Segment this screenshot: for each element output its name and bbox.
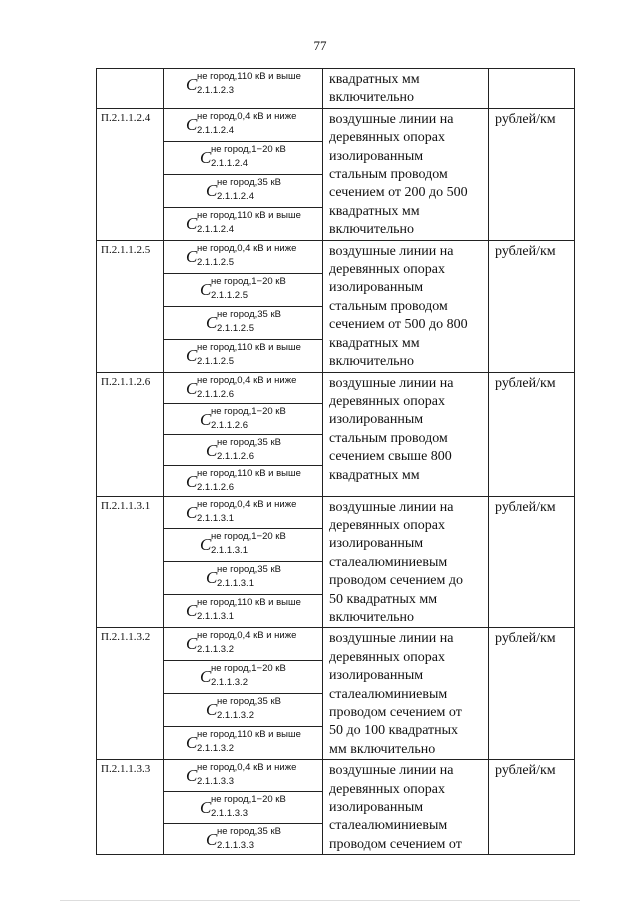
- formula-superscript: не город,35 кВ: [217, 564, 281, 576]
- formula-symbol: C: [206, 568, 218, 588]
- formula-cell: [164, 141, 323, 174]
- item-code: П.2.1.1.2.5: [97, 240, 164, 372]
- formula-cell: [164, 562, 323, 595]
- formula-symbol: C: [206, 180, 218, 200]
- formula-superscript: не город,0,4 кВ и ниже: [197, 762, 297, 774]
- formula-subscript: 2.1.1.2.6: [211, 419, 248, 431]
- description-line: стальным проводом: [329, 430, 448, 446]
- formula-subscript: 2.1.1.3.1: [197, 611, 234, 623]
- table-row: [97, 372, 575, 403]
- formula-symbol: C: [200, 409, 212, 429]
- description-cell: [323, 496, 489, 628]
- page-number: 77: [313, 38, 327, 53]
- description-line: сталеалюминиевым: [329, 554, 448, 570]
- formula-subscript: 2.1.1.2.3: [197, 85, 234, 96]
- table-row: [97, 108, 575, 141]
- cost-formula: [164, 307, 322, 337]
- unit-cell: [489, 69, 575, 109]
- description-line: стальным проводом: [329, 167, 448, 183]
- formula-cell: [164, 108, 323, 141]
- table-row: [97, 69, 575, 109]
- formula-subscript: 2.1.1.3.2: [211, 677, 248, 689]
- formula-symbol: C: [186, 634, 198, 654]
- formula-superscript: не город,0,4 кВ и ниже: [197, 498, 297, 510]
- description-cell: [323, 240, 489, 372]
- formula-cell: [164, 372, 323, 403]
- formula-superscript: не город,0,4 кВ и ниже: [197, 242, 297, 254]
- formula-symbol: C: [186, 471, 198, 491]
- formula-symbol: C: [206, 829, 218, 849]
- cost-formula: [164, 340, 322, 370]
- formula-symbol: C: [186, 378, 198, 398]
- description-line: проводом сечением от: [329, 704, 462, 720]
- formula-symbol: C: [186, 246, 198, 266]
- formula-cell: [164, 496, 323, 529]
- description-line: 50 квадратных мм: [329, 591, 438, 607]
- formula-superscript: не город,35 кВ: [217, 308, 281, 320]
- description-line: сечением от 500 до 800: [329, 317, 468, 333]
- unit-cell: рублей/км: [489, 108, 575, 240]
- formula-cell: [164, 465, 323, 496]
- description-line: деревянных опорах: [329, 262, 446, 278]
- formula-subscript: 2.1.1.3.2: [197, 644, 234, 656]
- formula-superscript: не город,0,4 кВ и ниже: [197, 630, 297, 642]
- formula-symbol: C: [186, 766, 198, 786]
- description-cell: [323, 108, 489, 240]
- description-cell: [323, 69, 489, 109]
- description-line: изолированным: [329, 668, 424, 684]
- cost-formula: [164, 69, 322, 99]
- formula-symbol: C: [200, 279, 212, 299]
- description-cell: [323, 628, 489, 760]
- formula-superscript: не город,110 кВ и выше: [197, 729, 301, 741]
- formula-cell: [164, 207, 323, 240]
- unit-cell: рублей/км: [489, 628, 575, 760]
- scan-bottom-edge: [60, 900, 580, 901]
- formula-superscript: не город,1−20 кВ: [211, 663, 286, 675]
- tariff-table-body: [97, 69, 575, 855]
- cost-formula: [164, 727, 322, 757]
- formula-superscript: не город,1−20 кВ: [211, 793, 286, 805]
- cost-formula: [164, 373, 322, 403]
- cost-formula: [164, 109, 322, 139]
- unit-cell: рублей/км: [489, 496, 575, 628]
- formula-cell: [164, 403, 323, 434]
- formula-symbol: C: [186, 733, 198, 753]
- formula-subscript: 2.1.1.3.2: [197, 743, 234, 755]
- formula-symbol: C: [186, 114, 198, 134]
- cost-formula: [164, 435, 322, 465]
- formula-cell: [164, 529, 323, 562]
- description-line: деревянных опорах: [329, 649, 446, 665]
- item-code: П.2.1.1.2.6: [97, 372, 164, 496]
- formula-symbol: C: [200, 147, 212, 167]
- formula-symbol: C: [186, 502, 198, 522]
- cost-formula: [164, 241, 322, 271]
- item-code: П.2.1.1.3.1: [97, 496, 164, 628]
- formula-superscript: не город,35 кВ: [217, 176, 281, 188]
- description-line: сечением свыше 800: [329, 449, 452, 465]
- formula-superscript: не город,110 кВ и выше: [197, 467, 301, 479]
- description-line: включительно: [329, 90, 415, 106]
- description-line: воздушные линии на: [329, 111, 454, 127]
- cost-formula: [164, 208, 322, 238]
- formula-cell: [164, 791, 323, 823]
- description-line: квадратных мм: [329, 335, 420, 351]
- formula-cell: [164, 434, 323, 465]
- description-line: изолированным: [329, 280, 424, 296]
- cost-formula: [164, 628, 322, 658]
- cost-formula: [164, 661, 322, 691]
- formula-superscript: не город,35 кВ: [217, 696, 281, 708]
- cost-formula: [164, 824, 322, 854]
- formula-subscript: 2.1.1.3.2: [217, 710, 254, 722]
- formula-subscript: 2.1.1.2.5: [217, 322, 254, 334]
- description-line: включительно: [329, 609, 415, 625]
- formula-cell: [164, 595, 323, 628]
- formula-superscript: не город,35 кВ: [217, 436, 281, 448]
- formula-cell: [164, 694, 323, 727]
- description-cell: [323, 760, 489, 855]
- formula-subscript: 2.1.1.3.1: [197, 512, 234, 524]
- description-line: деревянных опорах: [329, 393, 446, 409]
- formula-superscript: не город,1−20 кВ: [211, 143, 286, 155]
- formula-cell: [164, 240, 323, 273]
- formula-superscript: не город,0,4 кВ и ниже: [197, 110, 297, 122]
- formula-subscript: 2.1.1.2.6: [197, 481, 234, 493]
- description-line: изолированным: [329, 412, 424, 428]
- description-line: изолированным: [329, 800, 424, 815]
- description-line: воздушные линии на: [329, 763, 454, 779]
- description-line: проводом сечением от: [329, 836, 462, 852]
- formula-subscript: 2.1.1.2.5: [197, 355, 234, 367]
- description-line: сталеалюминиевым: [329, 818, 448, 834]
- description-line: проводом сечением до: [329, 573, 464, 589]
- code-cell: [97, 69, 164, 109]
- formula-subscript: 2.1.1.2.5: [197, 256, 234, 268]
- formula-subscript: 2.1.1.2.6: [197, 388, 234, 400]
- formula-superscript: не город,35 кВ: [217, 825, 281, 837]
- cost-formula: [164, 562, 322, 592]
- description-line: воздушные линии на: [329, 243, 454, 259]
- description-line: воздушные линии на: [329, 375, 454, 391]
- formula-symbol: C: [206, 312, 218, 332]
- formula-superscript: не город,1−20 кВ: [211, 405, 286, 417]
- description-line: деревянных опорах: [329, 781, 446, 797]
- formula-subscript: 2.1.1.2.4: [197, 124, 234, 136]
- description-line: 50 до 100 квадратных: [329, 723, 459, 739]
- description-line: деревянных опорах: [329, 130, 446, 146]
- unit-cell: рублей/км: [489, 240, 575, 372]
- description-line: воздушные линии на: [329, 499, 454, 515]
- table-row: [97, 240, 575, 273]
- item-code: П.2.1.1.2.4: [97, 108, 164, 240]
- formula-symbol: C: [186, 601, 198, 621]
- formula-symbol: C: [186, 213, 198, 233]
- formula-subscript: 2.1.1.3.3: [197, 776, 234, 788]
- formula-superscript: не город,110 кВ и выше: [197, 209, 301, 221]
- formula-subscript: 2.1.1.3.1: [217, 578, 254, 590]
- description-line: квадратных мм: [329, 467, 420, 483]
- formula-cell: [164, 760, 323, 792]
- formula-cell: [164, 727, 323, 760]
- formula-symbol: C: [186, 75, 198, 94]
- table-row: [97, 496, 575, 529]
- cost-formula: [164, 466, 322, 496]
- formula-cell: [164, 174, 323, 207]
- formula-cell: [164, 306, 323, 339]
- table-row: [97, 760, 575, 792]
- description-line: изолированным: [329, 148, 424, 164]
- description-line: сечением от 200 до 500: [329, 185, 468, 201]
- cost-formula: [164, 274, 322, 304]
- description-cell: [323, 372, 489, 496]
- formula-symbol: C: [186, 345, 198, 365]
- formula-subscript: 2.1.1.3.1: [211, 545, 248, 557]
- cost-formula: [164, 175, 322, 205]
- cost-formula: [164, 595, 322, 625]
- description-line: сталеалюминиевым: [329, 686, 448, 702]
- description-line: мм включительно: [329, 741, 436, 757]
- cost-formula: [164, 404, 322, 434]
- description-line: изолированным: [329, 536, 424, 552]
- formula-superscript: не город,110 кВ и выше: [197, 341, 301, 353]
- formula-subscript: 2.1.1.2.4: [211, 157, 248, 169]
- formula-subscript: 2.1.1.3.3: [217, 839, 254, 851]
- description-line: стальным проводом: [329, 298, 448, 314]
- item-code: П.2.1.1.3.3: [97, 760, 164, 855]
- cost-formula: [164, 497, 322, 527]
- formula-superscript: не город,1−20 кВ: [211, 531, 286, 543]
- formula-superscript: не город,110 кВ и выше: [197, 597, 301, 609]
- description-line: включительно: [329, 222, 415, 238]
- formula-cell: [164, 69, 323, 109]
- cost-formula: [164, 142, 322, 172]
- item-code: П.2.1.1.3.2: [97, 628, 164, 760]
- formula-cell: [164, 661, 323, 694]
- formula-subscript: 2.1.1.3.3: [211, 807, 248, 819]
- description-line: квадратных мм: [329, 72, 420, 87]
- description-line: включительно: [329, 354, 415, 370]
- unit-cell: рублей/км: [489, 760, 575, 855]
- cost-formula: [164, 529, 322, 559]
- cost-formula: [164, 792, 322, 822]
- cost-formula: [164, 694, 322, 724]
- formula-superscript: не город,1−20 кВ: [211, 275, 286, 287]
- formula-subscript: 2.1.1.2.4: [197, 223, 234, 235]
- formula-subscript: 2.1.1.2.4: [217, 190, 254, 202]
- formula-symbol: C: [200, 667, 212, 687]
- description-line: квадратных мм: [329, 203, 420, 219]
- formula-symbol: C: [200, 797, 212, 817]
- formula-superscript: не город,110 кВ и выше: [197, 71, 301, 82]
- formula-cell: [164, 339, 323, 372]
- formula-symbol: C: [206, 440, 218, 460]
- description-line: деревянных опорах: [329, 517, 446, 533]
- formula-symbol: C: [200, 535, 212, 555]
- formula-cell: [164, 823, 323, 855]
- formula-cell: [164, 273, 323, 306]
- table-row: [97, 628, 575, 661]
- cost-formula: [164, 760, 322, 790]
- unit-cell: рублей/км: [489, 372, 575, 496]
- description-line: воздушные линии на: [329, 631, 454, 647]
- tariff-table: [96, 68, 575, 855]
- formula-symbol: C: [206, 700, 218, 720]
- formula-cell: [164, 628, 323, 661]
- formula-superscript: не город,0,4 кВ и ниже: [197, 374, 297, 386]
- formula-subscript: 2.1.1.2.5: [211, 289, 248, 301]
- formula-subscript: 2.1.1.2.6: [217, 450, 254, 462]
